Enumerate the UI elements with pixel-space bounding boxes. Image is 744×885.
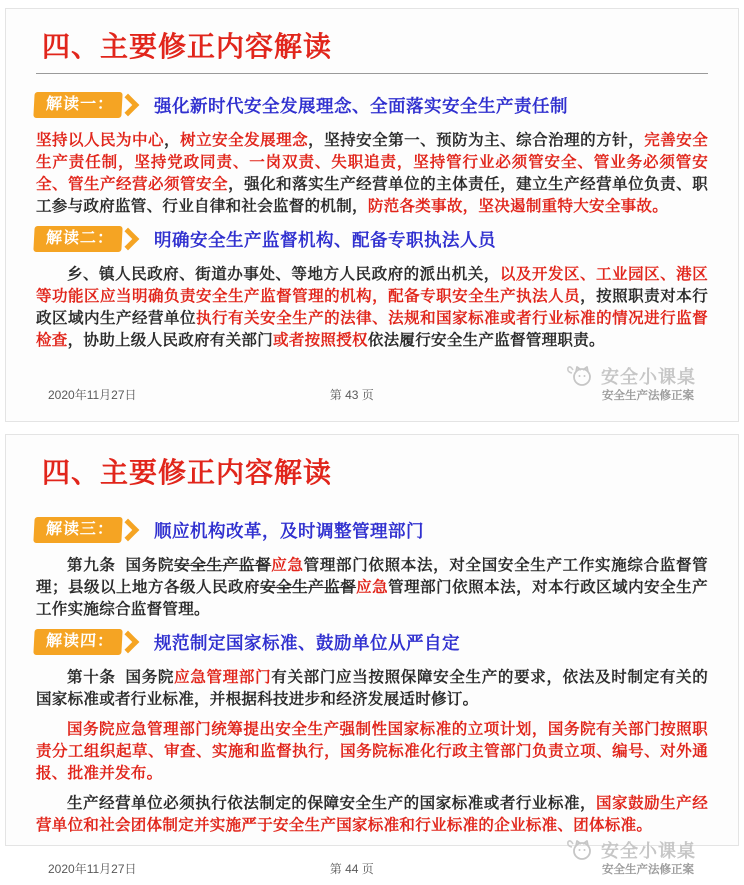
text-run: 树立安全发展理念 [180, 132, 309, 150]
text-run: 管理部门依照本法，对全国安全生产工作实施综合监督管理；县级以上地方各级人民政府 [36, 557, 708, 597]
text-run: 第十条 国务院 [67, 669, 175, 687]
slide-footer [34, 837, 710, 885]
page [0, 8, 744, 877]
brand-cat-icon [567, 838, 597, 862]
text-run: ，坚持安全第一、预防为主、综合治理的方针， [308, 132, 645, 150]
text-run: 国家鼓励生产经营单位和社会团体制定并实施严于安全生产国家标准和行业标准的企业标准、团体标准。 [36, 795, 708, 835]
badge-label: 解读四： [33, 629, 122, 655]
body-paragraph [36, 555, 708, 621]
text-run: ，协助上级人民政府有关部门 [67, 332, 274, 350]
text-run: ， [164, 132, 181, 150]
text-run: 生产经营单位必须执行依法制定的保障安全生产的国家标准或者行业标准， [67, 795, 597, 813]
text-run: 或者按照授权 [273, 332, 368, 350]
title-divider [36, 73, 708, 74]
section-badge [34, 226, 136, 252]
text-run: 国务院应急管理部门统筹提出安全生产强制性国家标准的立项计划，国务院有关部门按照职责分工组织起草、审查、实施和监督执行，国务院标准化行政主管部门负责立项、编号、对外通报、批准并发布。 [36, 721, 708, 783]
text-run: ，按照职责对本行政区域内生产经营单位 [36, 288, 709, 328]
text-run: 乡、镇人民政府、街道办事处、等地方人民政府的派出机关， [67, 266, 500, 284]
section-heading: 规范制定国家标准、鼓励单位从严自定 [154, 632, 461, 653]
section-header [34, 629, 710, 655]
footer-page-number: 第 43 页 [329, 388, 374, 402]
footer-date: 2020年11月27日 [48, 388, 137, 402]
text-run: 防范各类事故，坚决遏制重特大安全事故。 [367, 198, 669, 216]
brand-row [567, 837, 696, 863]
slide-card [5, 8, 739, 422]
section-heading: 明确安全生产监督机构、配备专职执法人员 [154, 229, 497, 250]
brand-watermark [567, 363, 696, 403]
brand-name: 安全小课桌 [601, 367, 696, 387]
section-header [34, 226, 710, 252]
text-run: 依法履行安全生产监督管理职责。 [367, 332, 605, 350]
text-run: 管理部门依照本法，对本行政区域内安全生产工作实施综合监督管理。 [36, 579, 708, 619]
text-run: 执行有关安全生产的法律、法规和国家标准或者行业标准的情况进行监督检查 [36, 310, 708, 350]
text-run: 安全生产监督 [260, 579, 357, 597]
slide-card [5, 434, 739, 877]
footer-date: 2020年11月27日 [48, 862, 137, 877]
badge-label: 解读一： [33, 92, 122, 118]
badge-label: 解读二： [33, 226, 122, 252]
text-run: 应急 [356, 579, 389, 597]
body-paragraph [36, 667, 708, 711]
text-run: 应急 [271, 557, 304, 575]
section-badge [34, 92, 136, 118]
slides-container [0, 8, 744, 877]
text-run: 应急管理部门 [174, 669, 272, 687]
body-paragraph [36, 719, 708, 785]
brand-cat-icon [567, 364, 597, 388]
text-run: 完善安全生产责任制，坚持党政同责、一岗双责、失职追责，坚持管行业必须管安全、管业务必须管安全、管生产经营必须管安全 [36, 132, 709, 194]
text-run: 第九条 国务院 [67, 557, 175, 575]
brand-row [567, 363, 696, 389]
slide-title: 四、主要修正内容解读 [42, 457, 333, 488]
slide-footer [34, 363, 710, 411]
body-paragraph [36, 264, 708, 352]
brand-subtitle: 安全生产法修正案 [602, 390, 694, 402]
brand-name: 安全小课桌 [601, 841, 696, 862]
text-run: 坚持以人民为中心 [36, 132, 165, 150]
brand-watermark [567, 837, 696, 877]
section-heading: 顺应机构改革，及时调整管理部门 [154, 520, 425, 541]
section-heading: 强化新时代安全发展理念、全面落实安全生产责任制 [154, 95, 569, 116]
text-run: 有关部门应当按照保障安全生产的要求，依法及时制定有关的国家标准或者行业标准，并根据科技进步和经济发展适时修订。 [36, 669, 708, 709]
badge-label: 解读三： [33, 517, 122, 543]
section-header [34, 517, 710, 543]
brand-subtitle: 安全生产法修正案 [602, 864, 694, 877]
text-run: 以及开发区、工业园区、港区等功能区应当明确负责安全生产监督管理的机构，配备专职安全生产执法人员 [36, 266, 708, 306]
section-badge [34, 517, 136, 543]
section-header [34, 92, 710, 118]
section-badge [34, 629, 136, 655]
text-run: 安全生产监督 [174, 557, 272, 575]
footer-page-number: 第 44 页 [329, 862, 374, 877]
slide-title: 四、主要修正内容解读 [42, 31, 333, 62]
body-paragraph [36, 793, 708, 837]
body-paragraph [36, 130, 708, 218]
text-run: ，强化和落实生产经营单位的主体责任，建立生产经营单位负责、职工参与政府监管、行业自律和社会监督的机制， [36, 176, 708, 216]
